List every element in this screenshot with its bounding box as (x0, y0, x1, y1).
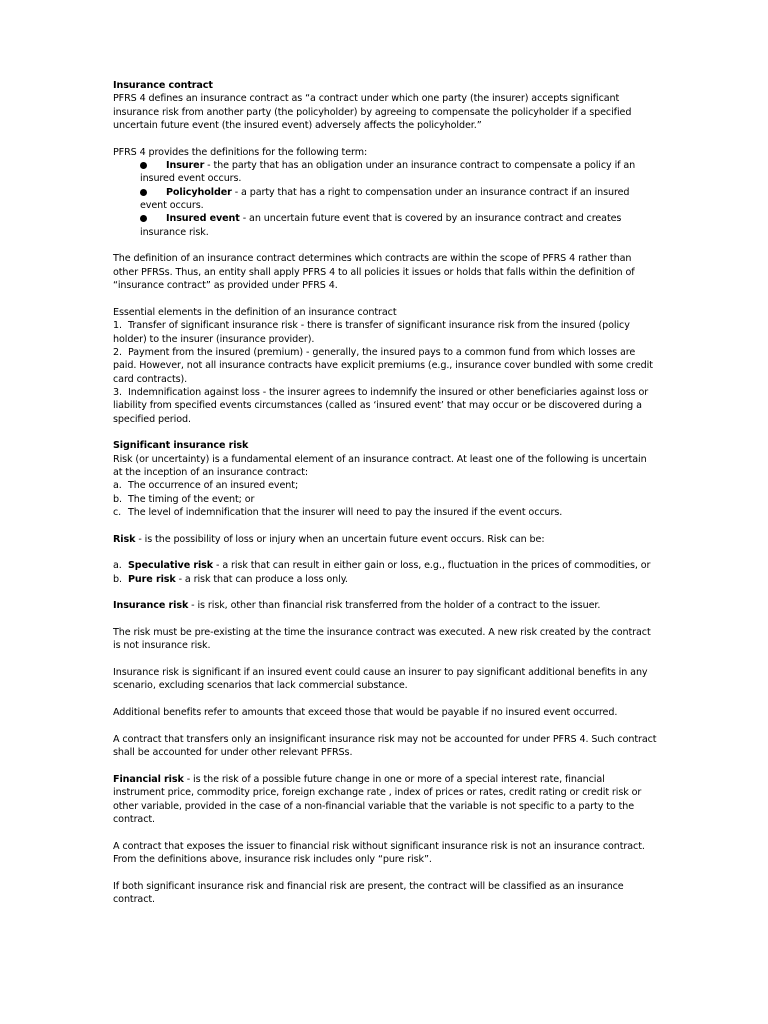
term-name: Insured event (166, 213, 240, 225)
risk-uncertainty-paragraph: Risk (or uncertainty) is a fundamental element of an insurance contract. At least one of the following is uncertain at the inception of an insurance contract: (113, 453, 647, 478)
list-item: 1. Transfer of significant insurance risk - there is transfer of significant insurance risk from the insured (policy holder) to the insurer (insurance provider). (113, 320, 630, 345)
preexisting-paragraph: The risk must be pre-existing at the time the insurance contract was executed. A new risk created by the contract is not insurance risk. (113, 627, 651, 652)
list-item: 3. Indemnification against loss - the insurer agrees to indemnify the insured or other beneficiaries against loss or liability from specified events circumstances (called as ‘insured event’ that may occur or be discovered during a specified period. (113, 386, 649, 425)
risk-types-list (113, 559, 658, 586)
risk-definition: Risk - is the possibility of loss or injury when an uncertain future event occurs. Risk can be: (113, 533, 545, 545)
significant-paragraph: Insurance risk is significant if an insured event could cause an insurer to pay significant additional benefits in any scenario, excluding scenarios that lack commercial substance. (113, 667, 648, 692)
term-definition: the party that has an obligation under an insurance contract to compensate a policy if an insured event occurs. (140, 160, 636, 185)
list-item: b. The timing of the event; or (113, 493, 255, 505)
heading-significant-risk: Significant insurance risk (113, 440, 249, 452)
list-item: c. The level of indemnification that the insurer will need to pay the insured if the event occurs. (113, 507, 563, 518)
insurance-risk-definition: Insurance risk - is risk, other than financial risk transferred from the holder of a contract to the issuer. (113, 600, 601, 612)
document-page (113, 79, 658, 906)
essential-list (113, 319, 658, 426)
term-item: Insured event - an uncertain future event that is covered by an insurance contract and creates insurance risk. (140, 213, 622, 238)
list-item: 2. Payment from the insured (premium) - generally, the insured pays to a common fund from which losses are paid. However, not all insurance contracts have explicit premiums (e.g., insurance cover bundled with some credit card contracts). (113, 346, 653, 385)
bullet-icon (140, 189, 147, 196)
list-item: a. The occurrence of an insured event; (113, 480, 299, 492)
bullet-icon (140, 215, 147, 222)
bullet-icon (140, 162, 147, 169)
insignificant-paragraph: A contract that transfers only an insignificant insurance risk may not be accounted for under PFRS 4. Such contract shall be accounted for under other relevant PFRSs. (113, 733, 657, 759)
uncertain-list (113, 479, 658, 519)
scope-paragraph: The definition of an insurance contract determines which contracts are within the scope of PFRS 4 rather than other PFRSs. Thus, an entity shall apply PFRS 4 to all policies it issues or holds that falls within the definition of “insurance contract” as provided under PFRS 4. (113, 253, 635, 292)
term-name: Policyholder (166, 186, 232, 198)
term-definition: an uncertain future event that is covered by an insurance contract and creates insurance risk. (140, 213, 622, 238)
term-item: Insurer - the party that has an obligation under an insurance contract to compensate a policy if an insured event occurs. (140, 160, 636, 185)
heading-insurance-contract: Insurance contract (113, 80, 213, 91)
definition-paragraph: PFRS 4 defines an insurance contract as “a contract under which one party (the insurer) accepts significant insurance risk from another party (the policyholder) by agreeing to compensate the policyholder if a specified uncertain future event (the insured event) adversely affects the policyholder.” (113, 93, 632, 132)
terms-intro: PFRS 4 provides the definitions for the following term: (113, 146, 368, 158)
financial-only-paragraph: A contract that exposes the issuer to financial risk without significant insurance risk is not an insurance contract. From the definitions above, insurance risk includes only “pure risk”. (113, 840, 645, 865)
essential-heading: Essential elements in the definition of an insurance contract (113, 306, 397, 318)
term-definition: a party that has a right to compensation under an insurance contract if an insured event occurs. (140, 186, 630, 212)
term-name: Insurer (166, 160, 205, 172)
financial-risk-definition: Financial risk - is the risk of a possible future change in one or more of a special interest rate, financial instrument price, commodity price, foreign exchange rate , index of prices or rates, credit rating or credit risk or other variable, provided in the case of a non-financial variable that the variable is not specific to a party to the contract. (113, 773, 642, 825)
list-item: b. Pure risk - a risk that can produce a loss only. (113, 573, 348, 585)
additional-benefits-paragraph: Additional benefits refer to amounts that exceed those that would be payable if no insured event occurred. (113, 707, 618, 719)
term-item: Policyholder - a party that has a right to compensation under an insurance contract if an insured event occurs. (140, 186, 630, 212)
list-item: a. Speculative risk - a risk that can result in either gain or loss, e.g., fluctuation in the prices of commodities, or (113, 560, 651, 572)
terms-list (113, 159, 658, 239)
both-risks-paragraph: If both significant insurance risk and financial risk are present, the contract will be classified as an insurance contract. (113, 880, 624, 905)
